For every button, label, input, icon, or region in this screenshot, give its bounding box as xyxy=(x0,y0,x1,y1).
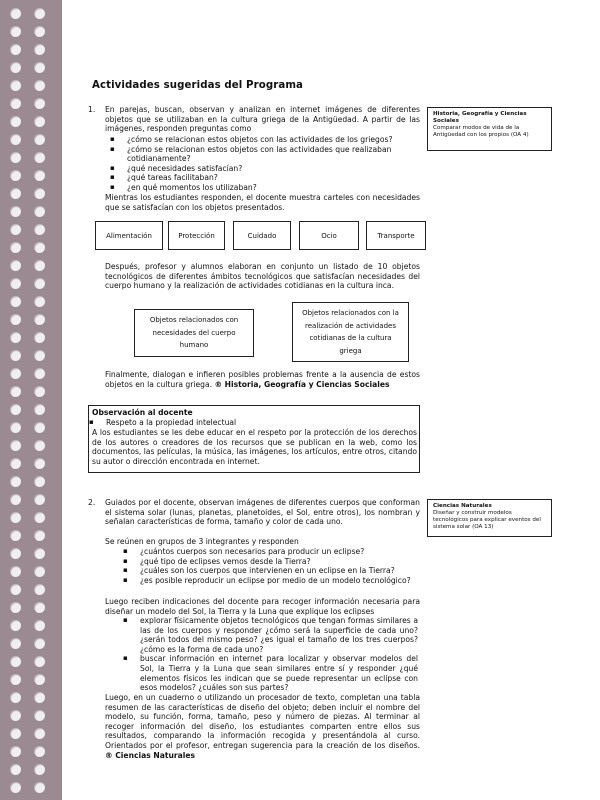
list-item: ▪ Respeto a la propiedad intelectual xyxy=(84,418,414,428)
binding-hole xyxy=(10,404,21,415)
binding-hole xyxy=(34,458,45,469)
list-item: ▪ ¿cómo se relacionan estos objetos con las actividades de los griegos? xyxy=(105,135,420,145)
binding-hole xyxy=(10,134,21,145)
binding-hole xyxy=(34,8,45,19)
binding-hole xyxy=(34,224,45,235)
activity-2-number: 2. xyxy=(88,498,96,507)
binding-hole xyxy=(34,548,45,559)
binding-hole xyxy=(10,332,21,343)
binding-hole xyxy=(34,332,45,343)
observation-text: A los estudiantes se les debe educar en el respeto por la protección de los derechos de los autores o creadores de los recursos que se publican en la web, como los documentos, las películas, la música, las imágenes, los artículos, entre otros, citando su autor o dirección encontrada en internet. xyxy=(92,428,417,466)
binding-hole xyxy=(34,584,45,595)
spiral-binding xyxy=(0,0,62,800)
sidebar-historia-box xyxy=(427,107,552,151)
subject-link-historia: ® Historia, Geografía y Ciencias Sociales xyxy=(214,379,390,389)
list-item: ▪ ¿cómo se relacionan estos objetos con las actividades que realizaban cotidianamente? xyxy=(105,145,420,164)
binding-hole xyxy=(10,386,21,397)
binding-hole xyxy=(10,566,21,577)
binding-hole xyxy=(10,62,21,73)
list-item: ▪ ¿en qué momentos los utilizaban? xyxy=(105,183,420,193)
final-paragraph: Luego, en un cuaderno o utilizando un procesador de texto, completan una tabla resumen de las características de diseño del objeto; deben incluir el nombre del modelo, su función, forma, tamaño, peso y número de piezas. Al terminar al recoger información del diseño, los estudiantes comparten entre ellos sus resultados, comparando la información recogida y presentándola al curso. Orientados por el profesor, entregan sugerencia para la creación de los diseños. xyxy=(105,693,420,750)
binding-hole xyxy=(10,458,21,469)
binding-hole xyxy=(34,386,45,397)
binding-hole xyxy=(10,170,21,181)
binding-hole xyxy=(34,782,45,793)
binding-hole xyxy=(10,422,21,433)
binding-hole xyxy=(10,350,21,361)
list-item: ▪ explorar físicamente objetos tecnológicos que tengan formas similares a las de los cuerpos y responder ¿cómo será la superficie de cada uno? ¿serán todos del mismo peso? ¿es igual el tamaño de los tres cuerpos? ¿cómo es la forma de cada uno? xyxy=(118,616,418,654)
binding-hole xyxy=(34,602,45,613)
binding-hole xyxy=(34,566,45,577)
binding-hole xyxy=(10,548,21,559)
binding-hole xyxy=(34,350,45,361)
list-item: ▪ ¿qué tareas facilitaban? xyxy=(105,173,420,183)
objects-body-needs-box: Objetos relacionados con necesidades del cuerpo humano xyxy=(134,309,254,357)
binding-hole xyxy=(34,62,45,73)
binding-hole xyxy=(10,44,21,55)
binding-hole xyxy=(34,98,45,109)
binding-hole xyxy=(10,206,21,217)
binding-hole xyxy=(10,296,21,307)
binding-hole xyxy=(34,656,45,667)
binding-hole xyxy=(34,26,45,37)
sidebar-body: Comparar modos de vida de la Antigüedad con los propios (OA 4) xyxy=(433,125,529,138)
binding-hole xyxy=(10,656,21,667)
list-item: ▪ ¿cuáles son los cuerpos que intervienen en un eclipse en la Tierra? xyxy=(118,566,418,576)
binding-hole xyxy=(10,368,21,379)
binding-hole xyxy=(10,530,21,541)
sidebar-body: Diseñar y construir modelos tecnológicos para explicar eventos del sistema solar (OA 13) xyxy=(433,510,541,530)
binding-hole xyxy=(34,422,45,433)
activity-1-final xyxy=(105,370,420,389)
list-item: ▪ ¿qué necesidades satisfacían? xyxy=(105,164,420,174)
binding-hole xyxy=(10,278,21,289)
binding-hole xyxy=(10,8,21,19)
binding-hole xyxy=(10,692,21,703)
binding-hole xyxy=(10,512,21,523)
binding-hole xyxy=(34,80,45,91)
binding-hole xyxy=(10,638,21,649)
activity-2-tasks xyxy=(118,616,418,693)
binding-hole xyxy=(10,620,21,631)
list-item: ▪ ¿qué tipo de eclipses vemos desde la Tierra? xyxy=(118,557,418,567)
binding-hole xyxy=(34,674,45,685)
binding-hole xyxy=(10,260,21,271)
list-item: ▪ buscar información en internet para localizar y observar modelos del Sol, la Tierra y la Luna que sean similares entre sí y responder ¿qué elementos físicos les indican que se puede representar un eclipse con esos modelos? ¿cuáles son sus partes? xyxy=(118,654,418,692)
binding-hole xyxy=(10,746,21,757)
binding-hole xyxy=(34,296,45,307)
activity-1-after-questions: Mientras los estudiantes responden, el docente muestra carteles con necesidades que se satisfacían con los objetos presentados. xyxy=(105,193,420,212)
binding-hole xyxy=(10,224,21,235)
binding-hole xyxy=(10,728,21,739)
sidebar-ciencias-box xyxy=(427,499,552,537)
binding-hole xyxy=(34,368,45,379)
binding-hole xyxy=(34,134,45,145)
activity-1-questions xyxy=(105,135,420,193)
binding-hole xyxy=(34,638,45,649)
list-item: ▪ ¿es posible reproducir un eclipse por medio de un modelo tecnológico? xyxy=(118,576,418,586)
category-box: Protección xyxy=(168,221,225,250)
page-title: Actividades sugeridas del Programa xyxy=(92,80,304,91)
binding-hole xyxy=(10,602,21,613)
binding-hole xyxy=(10,26,21,37)
category-box: Cuidado xyxy=(233,221,291,250)
activity-2-groups: Se reúnen en grupos de 3 integrantes y responden xyxy=(105,537,299,546)
binding-hole xyxy=(34,476,45,487)
category-box: Ocio xyxy=(299,221,359,250)
binding-hole xyxy=(34,494,45,505)
binding-hole xyxy=(34,188,45,199)
binding-hole xyxy=(34,116,45,127)
binding-hole xyxy=(34,206,45,217)
final-paragraph: Finalmente, dialogan e infieren posibles problemas frente a la ausencia de estos objetos en la cultura griega. xyxy=(105,370,420,389)
activity-2-questions xyxy=(118,547,418,585)
category-box: Transporte xyxy=(366,221,426,250)
activity-2-indications: Luego reciben indicaciones del docente para recoger información necesaria para diseñar un modelo del Sol, la Tierra y la Luna que explique los eclipses xyxy=(105,597,420,616)
binding-hole xyxy=(10,188,21,199)
list-item: ▪ ¿cuántos cuerpos son necesarios para producir un eclipse? xyxy=(118,547,418,557)
binding-hole xyxy=(34,692,45,703)
category-box: Alimentación xyxy=(95,221,163,250)
objects-greek-activities-box: Objetos relacionados con la realización de actividades cotidianas de la cultura griega xyxy=(292,302,409,362)
observation-bullets xyxy=(84,418,414,428)
observation-title: Observación al docente xyxy=(92,408,193,417)
binding-hole xyxy=(34,242,45,253)
binding-hole xyxy=(34,440,45,451)
binding-hole xyxy=(34,44,45,55)
activity-2-intro: Guiados por el docente, observan imágenes de diferentes cuerpos que conforman el sistema solar (lunas, planetas, planetoides, el Sol, entre otros), los nombran y señalan características de forma, tamaño y color de cada uno. xyxy=(105,498,420,527)
activity-1-number: 1. xyxy=(88,105,96,114)
binding-hole xyxy=(34,404,45,415)
binding-hole xyxy=(34,260,45,271)
binding-hole xyxy=(10,782,21,793)
binding-hole xyxy=(10,584,21,595)
binding-hole xyxy=(10,80,21,91)
binding-hole xyxy=(10,674,21,685)
binding-hole xyxy=(10,764,21,775)
binding-hole xyxy=(34,620,45,631)
binding-hole xyxy=(34,314,45,325)
binding-hole xyxy=(10,242,21,253)
subject-link-ciencias: ® Ciencias Naturales xyxy=(105,750,196,760)
binding-hole xyxy=(34,512,45,523)
binding-hole xyxy=(10,476,21,487)
binding-hole xyxy=(34,278,45,289)
binding-hole xyxy=(34,728,45,739)
activity-2-final xyxy=(105,693,420,760)
binding-hole xyxy=(10,440,21,451)
binding-hole xyxy=(34,710,45,721)
binding-hole xyxy=(10,116,21,127)
activity-1-intro: En parejas, buscan, observan y analizan en internet imágenes de diferentes objetos que se utilizaban en la cultura griega de la Antigüedad. A partir de las imágenes, responden preguntas como xyxy=(105,105,420,134)
binding-hole xyxy=(34,170,45,181)
sidebar-title: Ciencias Naturales xyxy=(433,503,492,509)
binding-hole xyxy=(34,152,45,163)
sidebar-title: Historia, Geografía y Ciencias Sociales xyxy=(433,111,527,124)
binding-hole xyxy=(10,98,21,109)
binding-hole xyxy=(34,530,45,541)
activity-1-list-paragraph: Después, profesor y alumnos elaboran en conjunto un listado de 10 objetos tecnológicos de diferentes ámbitos tecnológicos que satisfacían necesidades del cuerpo humano y la realización de actividades cotidianas en la cultura inca. xyxy=(105,262,420,291)
binding-hole xyxy=(10,152,21,163)
binding-hole xyxy=(10,710,21,721)
binding-hole xyxy=(10,314,21,325)
binding-hole xyxy=(34,746,45,757)
binding-hole xyxy=(34,764,45,775)
binding-hole xyxy=(10,494,21,505)
